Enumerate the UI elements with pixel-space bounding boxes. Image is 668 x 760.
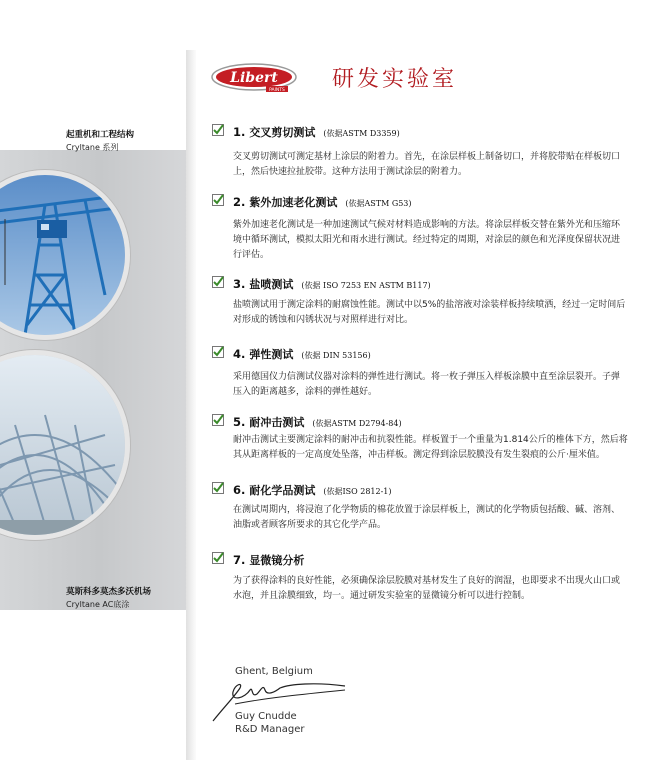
section-ref: (依据 ISO 7253 EN ASTM B117) [301,281,431,290]
section-title: 耐冲击测试 [249,416,305,429]
section-title: 弹性测试 [249,348,294,361]
section-number: 6. [233,483,246,497]
section-number: 7. [233,553,246,567]
section-body-2: 紫外加速老化测试是一种加速测试气候对材料造成影响的方法。将涂层样板交替在紫外光和压缩环境中循环测试，模拟太阳光和雨水进行测试。经过特定的周期，对涂层的颜色和光泽度保留状况进行评估。 [233,220,621,260]
page-title: 研发实验室 [332,67,458,92]
check-icon [212,346,224,358]
check-icon [212,552,224,564]
section-title: 耐化学品测试 [249,484,316,497]
section-number: 1. [233,125,246,139]
check-icon [212,414,224,426]
section-body-7: 为了获得涂料的良好性能，必须确保涂层胶膜对基材发生了良好的润湿，也即要求不出现火山口或水泡，并且涂膜细致，均一。通过研发实验室的显微镜分析可以进行控制。 [233,576,621,601]
logo-text: Libert [230,70,278,86]
section-ref: (依据ASTM D3359) [323,129,400,138]
check-icon [212,194,224,206]
section-body-1: 交叉剪切测试可测定基材上涂层的附着力。首先，在涂层样板上制备切口，并将胶带贴在样板切口上，然后快速拉扯胶带。这种方法用于测试涂层的附着力。 [233,152,621,177]
section-body-4: 采用德国仪力信测试仪器对涂料的弹性进行测试。将一枚子弹压入样板涂膜中直至涂层裂开。子弹压入的距离越多，涂料的弹性越好。 [233,372,621,397]
section-heading-1 [233,124,400,140]
libert-logo [210,62,298,94]
section-heading-6 [233,482,392,498]
section-heading-4 [233,346,371,362]
section-heading-7 [233,552,304,568]
signature-location: Ghent, Belgium [235,666,313,677]
caption-sub-cranes: Cryltane 系列 [66,143,119,152]
signature-name: Guy Cnudde [235,711,297,722]
check-icon [212,482,224,494]
section-ref: (依据ASTM D2794-84) [312,419,402,428]
check-icon [212,276,224,288]
section-number: 5. [233,415,246,429]
caption-title-cranes: 起重机和工程结构 [66,130,135,140]
section-body-3: 盐喷测试用于测定涂料的耐腐蚀性能。测试中以5%的盐溶液对涂装样板持续喷洒，经过一定时间后对形成的锈蚀和闪锈状况与对照样进行对比。 [233,300,626,325]
section-title: 盐喷测试 [249,278,294,291]
section-number: 2. [233,195,246,209]
section-ref: (依据 DIN 53156) [301,351,371,360]
logo-sub: PAINTS [269,88,285,93]
check-icon [212,124,224,136]
section-heading-2 [233,194,412,210]
caption-title-airport: 莫斯科多莫杰多沃机场 [66,587,152,597]
section-body-5: 耐冲击测试主要测定涂料的耐冲击和抗裂性能。样板置于一个重量为1.814公斤的椎体下方，然后将其从距离样板的一定高度处坠落，冲击样板。测定得到涂层胶膜没有发生裂痕的公斤·厘米值。 [233,435,628,460]
section-body-6: 在测试周期内，将浸泡了化学物质的棉花放置于涂层样板上，测试的化学物质包括酸、碱、溶剂、油脂或者顾客所要求的其它化学产品。 [233,505,621,530]
signature-role: R&D Manager [235,724,305,735]
section-heading-5 [233,414,402,430]
section-ref: (依据ISO 2812-1) [323,487,392,496]
section-number: 3. [233,277,246,291]
section-title: 显微镜分析 [249,554,305,567]
section-title: 交叉剪切测试 [249,126,316,139]
caption-sub-airport: Cryltane AC底涂 [66,600,130,609]
section-ref: (依据ASTM G53) [345,199,412,208]
section-title: 紫外加速老化测试 [249,196,338,209]
section-number: 4. [233,347,246,361]
section-heading-3 [233,276,431,292]
